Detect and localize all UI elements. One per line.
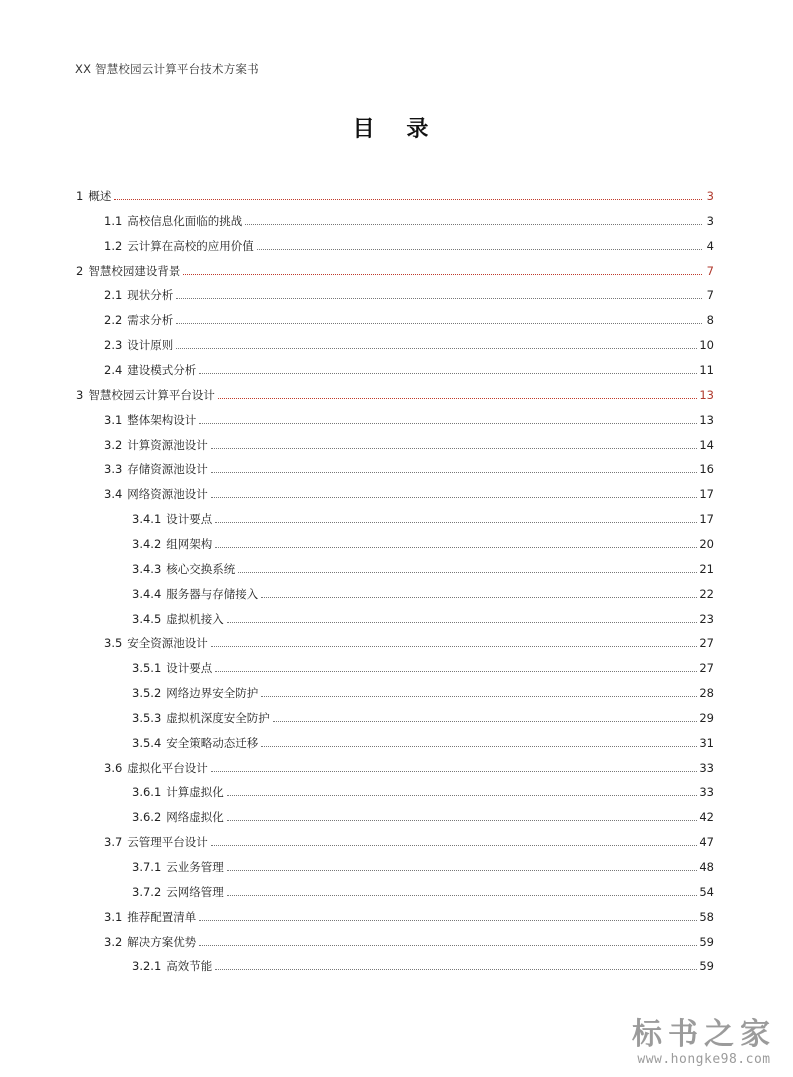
toc-entry-number: 2.4 — [104, 363, 123, 377]
toc-entry-page: 10 — [699, 338, 714, 353]
toc-entry[interactable] — [76, 259, 714, 279]
toc-entry-page: 27 — [699, 661, 714, 676]
toc-entry-page: 59 — [699, 959, 714, 974]
toc-entry-number: 3.5 — [104, 636, 123, 651]
toc-entry-page: 21 — [699, 561, 714, 576]
toc-entry[interactable] — [132, 805, 714, 825]
toc-dot-leader — [261, 597, 697, 598]
toc-entry[interactable] — [104, 930, 714, 950]
toc-entry-number: 3.7.2 — [132, 884, 162, 899]
toc-dot-leader — [238, 572, 697, 573]
toc-entry[interactable] — [132, 582, 714, 602]
toc-entry[interactable] — [132, 681, 714, 701]
toc-entry-page: 4 — [706, 238, 714, 253]
toc-entry-number: 1.2 — [104, 238, 123, 253]
toc-entry[interactable] — [132, 656, 714, 676]
toc-entry-title: 解决方案优势 — [127, 934, 197, 949]
toc-entry-page: 42 — [699, 810, 714, 825]
toc-entry-number: 3.2 — [104, 934, 123, 949]
toc-entry-page: 7 — [706, 263, 714, 278]
toc-entry-number: 3.4 — [104, 487, 123, 502]
toc-entry-title: 计算虚拟化 — [166, 785, 224, 800]
toc-dot-leader — [199, 423, 697, 424]
toc-entry[interactable] — [104, 905, 714, 925]
toc-dot-leader — [211, 472, 698, 473]
toc-entry-page: 47 — [699, 835, 714, 850]
toc-entry-title: 高效节能 — [166, 959, 213, 974]
toc-entry[interactable] — [132, 706, 714, 726]
toc-entry[interactable] — [104, 283, 714, 303]
toc-entry-page: 27 — [699, 636, 714, 651]
toc-entry-page: 33 — [699, 785, 714, 800]
toc-entry-title: 安全资源池设计 — [127, 636, 208, 651]
toc-dot-leader — [211, 646, 698, 647]
watermark-logo: 标书之家 — [632, 1017, 776, 1052]
toc-entry[interactable] — [104, 234, 714, 254]
toc-dot-leader — [199, 920, 697, 921]
toc-entry-number: 2.2 — [104, 313, 123, 328]
toc-dot-leader — [183, 274, 702, 275]
toc-dot-leader — [273, 721, 698, 722]
toc-entry-number: 3.1 — [104, 909, 123, 924]
toc-entry-title: 虚拟化平台设计 — [127, 760, 208, 775]
toc-entry-number: 3.4.2 — [132, 536, 162, 551]
toc-entry-page: 20 — [699, 536, 714, 551]
toc-entry-number: 2.1 — [104, 288, 123, 303]
toc-entry[interactable] — [132, 731, 714, 751]
toc-entry-page: 17 — [699, 487, 714, 502]
toc-dot-leader — [227, 870, 698, 871]
toc-entry-title: 建设模式分析 — [127, 363, 197, 377]
toc-entry-page: 33 — [699, 760, 714, 775]
toc-entry-number: 3.5.2 — [132, 686, 162, 700]
toc-entry-number: 2 — [76, 263, 84, 278]
toc-entry-title: 虚拟机深度安全防护 — [166, 710, 270, 725]
toc-entry[interactable] — [104, 209, 714, 229]
toc-entry-title: 云计算在高校的应用价值 — [127, 238, 254, 253]
toc-entry[interactable] — [104, 756, 714, 776]
toc-dot-leader — [257, 249, 702, 250]
toc-entry[interactable] — [104, 358, 714, 378]
toc-entry-title: 整体架构设计 — [127, 412, 197, 427]
toc-dot-leader — [176, 298, 702, 299]
toc-entry-title: 计算资源池设计 — [127, 437, 208, 452]
toc-entry[interactable] — [132, 954, 714, 974]
toc-entry[interactable] — [104, 308, 714, 328]
toc-dot-leader — [199, 945, 697, 946]
toc-entry-title: 现状分析 — [127, 288, 174, 303]
toc-entry-number: 3.5.3 — [132, 710, 162, 725]
toc-entry[interactable] — [104, 408, 714, 428]
toc-dot-leader — [227, 795, 698, 796]
toc-entry[interactable] — [132, 557, 714, 577]
toc-dot-leader — [215, 671, 697, 672]
toc-entry-title: 智慧校园建设背景 — [88, 263, 181, 278]
toc-entry[interactable] — [76, 184, 714, 204]
toc-entry-title: 设计要点 — [166, 512, 213, 527]
toc-entry-page: 23 — [699, 611, 714, 626]
toc-entry[interactable] — [132, 880, 714, 900]
toc-entry-number: 3.5.4 — [132, 735, 162, 750]
toc-entry-title: 组网架构 — [166, 536, 213, 551]
toc-entry-title: 设计原则 — [127, 338, 174, 353]
toc-entry-number: 3.7.1 — [132, 860, 162, 874]
toc-entry-title: 网络虚拟化 — [166, 810, 224, 825]
toc-entry-page: 29 — [699, 710, 714, 725]
toc-entry-page: 58 — [699, 909, 714, 924]
toc-entry[interactable] — [132, 607, 714, 627]
toc-entry-number: 3.2 — [104, 437, 123, 452]
document-header: XX 智慧校园云计算平台技术方案书 — [75, 62, 259, 76]
toc-entry[interactable] — [104, 631, 714, 651]
toc-entry[interactable] — [132, 507, 714, 527]
toc-entry-number: 3.6.1 — [132, 785, 162, 800]
toc-entry-title: 安全策略动态迁移 — [166, 735, 259, 750]
toc-entry-page: 7 — [706, 288, 714, 303]
toc-entry-number: 3.4.4 — [132, 586, 162, 601]
toc-entry-title: 概述 — [88, 189, 112, 203]
toc-dot-leader — [176, 323, 702, 324]
toc-entry-number: 1.1 — [104, 213, 123, 228]
toc-entry-title: 云网络管理 — [166, 884, 224, 899]
toc-entry-title: 虚拟机接入 — [166, 611, 224, 626]
toc-dot-leader — [245, 224, 702, 225]
toc-entry-page: 22 — [699, 586, 714, 601]
toc-dot-leader — [211, 497, 698, 498]
toc-dot-leader — [261, 746, 697, 747]
toc-entry-number: 3.6.2 — [132, 810, 162, 825]
toc-entry-number: 3 — [76, 387, 84, 402]
toc-entry-title: 推荐配置清单 — [127, 909, 197, 924]
toc-entry[interactable] — [104, 482, 714, 502]
watermark — [629, 1018, 779, 1067]
toc-dot-leader — [215, 969, 697, 970]
toc-entry-number: 3.5.1 — [132, 661, 162, 676]
toc-entry-page: 16 — [699, 462, 714, 477]
toc-entry-title: 高校信息化面临的挑战 — [127, 213, 243, 228]
toc-dot-leader — [215, 547, 697, 548]
toc-dot-leader — [261, 696, 697, 697]
toc-entry-page: 13 — [699, 387, 714, 402]
toc-entry[interactable] — [132, 532, 714, 552]
toc-entry-page: 54 — [699, 884, 714, 899]
toc-dot-leader — [227, 820, 698, 821]
toc-entry-title: 云业务管理 — [166, 860, 224, 874]
toc-dot-leader — [211, 771, 698, 772]
toc-dot-leader — [176, 348, 697, 349]
toc-entry-number: 3.3 — [104, 462, 123, 477]
toc-entry[interactable] — [76, 383, 714, 403]
toc-entry[interactable] — [132, 780, 714, 800]
toc-entry-page: 48 — [699, 860, 714, 874]
toc-entry[interactable] — [104, 433, 714, 453]
toc-entry-title: 存储资源池设计 — [127, 462, 208, 477]
toc-entry-page: 3 — [706, 213, 714, 228]
toc-entry-number: 1 — [76, 189, 84, 203]
toc-entry-page: 13 — [699, 412, 714, 427]
toc-entry-page: 3 — [706, 189, 714, 203]
watermark-url: www.hongke98.com — [637, 1052, 771, 1067]
toc-dot-leader — [227, 895, 698, 896]
toc-dot-leader — [114, 199, 702, 200]
toc-dot-leader — [227, 622, 698, 623]
toc-entry-page: 14 — [699, 437, 714, 452]
toc-dot-leader — [211, 448, 698, 449]
toc-entry-number: 3.6 — [104, 760, 123, 775]
toc-entry-title: 智慧校园云计算平台设计 — [88, 387, 215, 402]
toc-entry-page: 17 — [699, 512, 714, 527]
toc-entry-number: 3.4.3 — [132, 561, 162, 576]
toc-entry-page: 59 — [699, 934, 714, 949]
toc-dot-leader — [218, 398, 698, 399]
toc-entry[interactable] — [132, 855, 714, 875]
toc-entry-number: 2.3 — [104, 338, 123, 353]
toc-entry[interactable] — [104, 457, 714, 477]
toc-entry[interactable] — [104, 333, 714, 353]
toc-entry-number: 3.4.5 — [132, 611, 162, 626]
toc-entry-title: 核心交换系统 — [166, 561, 236, 576]
toc-entry-title: 需求分析 — [127, 313, 174, 328]
toc-entry-page: 11 — [699, 363, 714, 377]
toc-entry-page: 28 — [699, 686, 714, 700]
toc-entry-title: 设计要点 — [166, 661, 213, 676]
toc-dot-leader — [215, 522, 697, 523]
toc-entry-number: 3.2.1 — [132, 959, 162, 974]
toc-entry-title: 云管理平台设计 — [127, 835, 208, 850]
toc-title: 目 录 — [352, 117, 441, 142]
toc-entry-title: 网络资源池设计 — [127, 487, 208, 502]
toc-entry-number: 3.1 — [104, 412, 123, 427]
toc-entry-title: 服务器与存储接入 — [166, 586, 259, 601]
toc-entry-title: 网络边界安全防护 — [166, 686, 259, 700]
toc-entry-number: 3.7 — [104, 835, 123, 850]
toc-entry-number: 3.4.1 — [132, 512, 162, 527]
toc-dot-leader — [211, 845, 698, 846]
toc-entry-page: 8 — [706, 313, 714, 328]
toc-dot-leader — [199, 373, 697, 374]
toc-entry-page: 31 — [699, 735, 714, 750]
toc-entry[interactable] — [104, 830, 714, 850]
